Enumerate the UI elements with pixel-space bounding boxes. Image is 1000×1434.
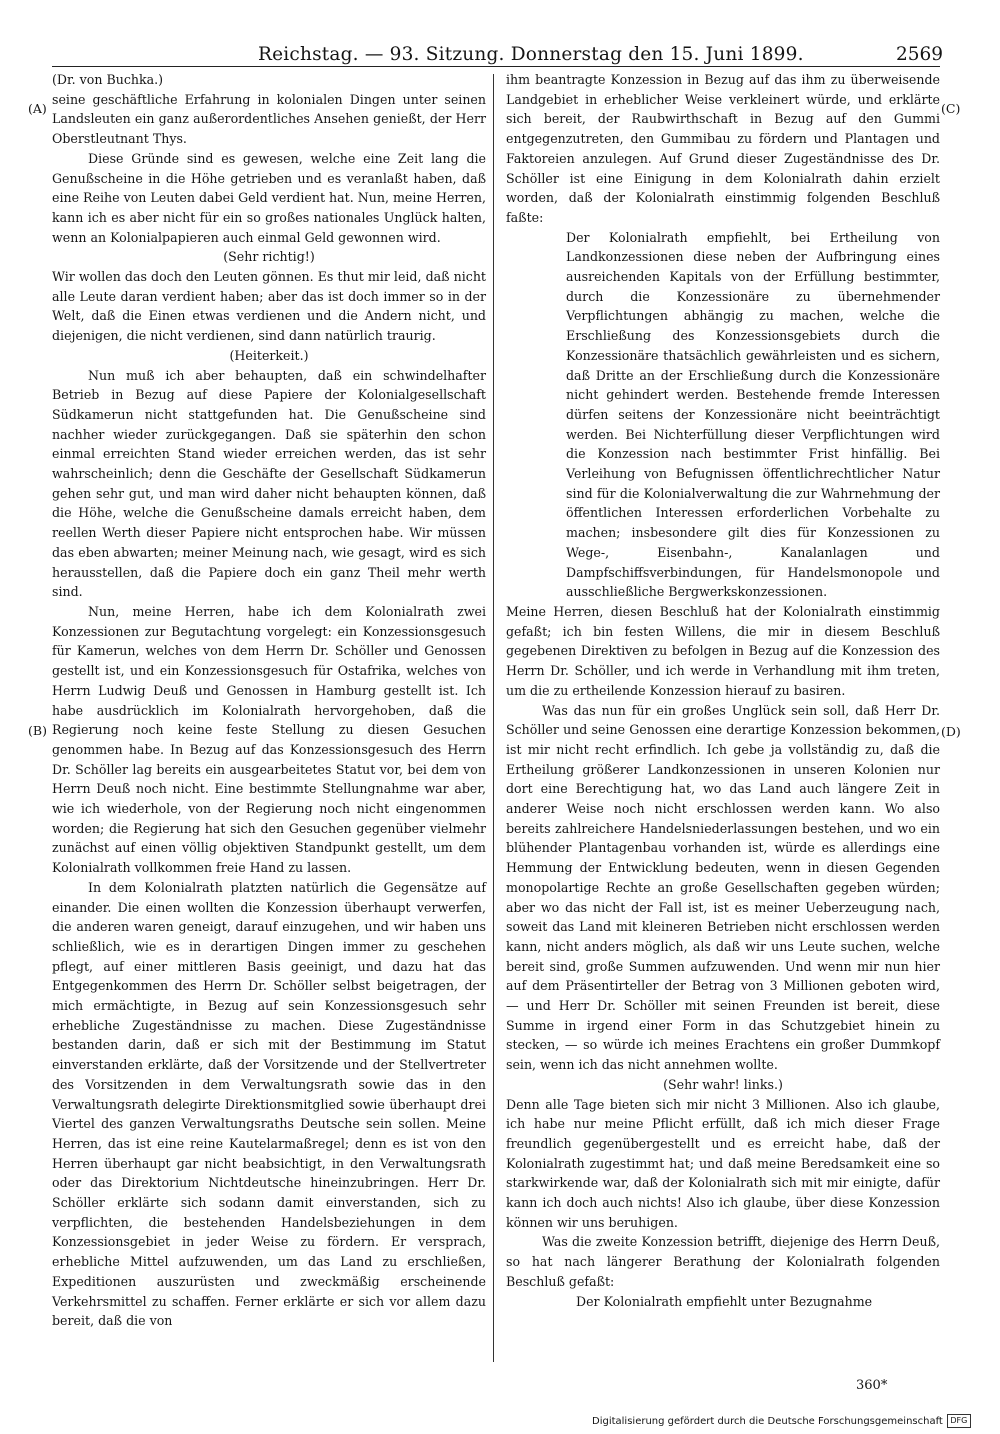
header-rule bbox=[52, 66, 940, 67]
paragraph: (Heiterkeit.) bbox=[229, 347, 309, 363]
paragraph: Was die zweite Konzession betrifft, diejenige des Herrn Deuß, so hat nach längerer Berathung der Kolonialrath folgenden Beschluß gefaßt: bbox=[506, 1234, 940, 1289]
paragraph: Meine Herren, diesen Beschluß hat der Kolonialrath einstimmig gefaßt; ich bin festen Willens, die mir in diesem Beschluß gegebenen Direktiven zu befolgen in Bezug auf die Konzession des Herrn Dr. Schöller, und ich werde in Verhandlung mit ihm treten, um die zu ertheilende Konzession hierauf zu basiren. bbox=[506, 603, 940, 698]
signature-mark: 360* bbox=[856, 1378, 888, 1393]
paragraph: seine geschäftliche Erfahrung in kolonialen Dingen unter seinen Landsleuten ein ganz außerordentliches Ansehen genießt, der Herr Oberstleutnant Thys. bbox=[52, 91, 486, 147]
paragraph: Wir wollen das doch den Leuten gönnen. Es thut mir leid, daß nicht alle Leute daran verdient haben; aber das ist doch immer so in der Welt, daß die Einen etwas verdienen und die Andern nicht, und diejenigen, die nicht verdienen, sind dann natürlich traurig. bbox=[52, 269, 486, 344]
column-divider bbox=[493, 74, 494, 1362]
digitization-credit bbox=[592, 1414, 971, 1428]
margin-marker-d: (D) bbox=[941, 724, 961, 739]
left-column bbox=[52, 70, 486, 1331]
running-title: Reichstag. — 93. Sitzung. Donnerstag den 15. Juni 1899. bbox=[258, 44, 804, 65]
paragraph: (Dr. von Buchka.) bbox=[52, 72, 164, 87]
margin-marker-c: (C) bbox=[941, 101, 961, 116]
paragraph: Denn alle Tage bieten sich mir nicht 3 Millionen. Also ich glaube, ich habe nur meine Pflicht erfüllt, daß ich mich dieser Frage freundlich gegenübergestellt und es erreicht habe, daß der Kolonialrath zugestimmt hat; und daß meine Beredsamkeit eine so starkwirkende war, daß der Kolonialrath sich mit mir einigte, dafür kann ich doch auch nichts! Also ich glaube, über diese Konzession können wir uns beruhigen. bbox=[506, 1096, 940, 1230]
paragraph: (Sehr wahr! links.) bbox=[663, 1076, 783, 1092]
paragraph: Der Kolonialrath empfiehlt, bei Ertheilung von Landkonzessionen diese neben der Aufbringung eines ausreichenden Kapitals von der Erfüllung bestimmter, durch die Konzessionäre zu übernehmender Verpflichtungen abhängig zu machen, welche die Erschließung des Konzessionsgebiets durch die Konzessionäre thatsächlich gewährleisten und es sichern, daß Dritte an der Erschließung durch die Konzessionäre nicht gehindert werden. Bestehende fremde Interessen dürfen seitens der Konzessionäre nicht beeinträchtigt werden. Bei Nichterfüllung dieser Verpflichtungen wird die Konzession nach bestimmter Frist hinfällig. Bei Verleihung von Befugnissen öffentlichrechtlicher Natur sind für die Kolonialverwaltung die zur Wahrnehmung der öffentlichen Interessen erforderlichen Vorbehalte zu machen; insbesondere gilt dies für Konzessionen zu Wege-, Eisenbahn-, Kanalanlagen und Dampfschiffsverbindungen, für Handelsmonopole und ausschließliche Bergwerkskonzessionen. bbox=[566, 229, 940, 600]
margin-marker-a: (A) bbox=[28, 101, 47, 116]
credit-text: Digitalisierung gefördert durch die Deutsche Forschungsgemeinschaft bbox=[592, 1415, 943, 1427]
paragraph: Diese Gründe sind es gewesen, welche eine Zeit lang die Genußscheine in die Höhe getrieben und es veranlaßt haben, daß eine Reihe von Leuten dabei Geld verdient hat. Nun, meine Herren, kann ich es aber nicht für ein so großes nationales Unglück halten, wenn an Kolonialpapieren auch einmal Geld gewonnen wird. bbox=[52, 150, 486, 245]
page-number: 2569 bbox=[896, 44, 944, 65]
paragraph: ihm beantragte Konzession in Bezug auf das ihm zu überweisende Landgebiet in erheblicher Weise verkleinert würde, und erklärte sich bereit, der Raubwirthschaft in Bezug auf den Gummi entgegenzutreten, den Gummibau zu fördern und Plantagen und Faktoreien anzulegen. Auf Grund dieser Zugeständnisse des Dr. Schöller ist eine Einigung in dem Kolonialrath dahin erzielt worden, daß der Kolonialrath einstimmig folgenden Beschluß faßte: bbox=[506, 72, 940, 225]
dfg-logo-icon: DFG bbox=[947, 1414, 971, 1428]
paragraph: Was das nun für ein großes Unglück sein soll, daß Herr Dr. Schöller und seine Genossen eine derartige Konzession bekommen, ist mir nicht recht erfindlich. Ich gebe ja vollständig zu, daß die Ertheilung größerer Landkonzessionen in unseren Kolonien nur dort eine Berechtigung hat, wo das Land auch längere Zeit in anderer Weise noch nicht erschlossen werden kann. Wo also bereits zahlreichere Handelsniederlassungen bestehen, und wo ein blühender Plantagenbau vorhanden ist, würde es allerdings eine Hemmung der Entwicklung bedeuten, wenn in diesen Gegenden monopolartige Rechte an große Gesellschaften gegeben würden; aber wo das nicht der Fall ist, ist es meiner Ueberzeugung nach, soweit das Land mit kleineren Betrieben nicht erschlossen werden kann, nicht anders möglich, als daß wir uns Leute suchen, welche bereit sind, große Summen aufzuwenden. Und wenn mir nun hier auf dem Präsentirteller der Betrag von 3 Millionen geboten wird, — und Herr Dr. Schöller mit seinen Freunden ist bereit, diese Summe in irgend einer Form in das Schutzgebiet hinein zu stecken, — so würde ich meines Erachtens ein großer Dummkopf sein, wenn ich das nicht annehmen wollte. bbox=[506, 702, 940, 1073]
paragraph: Der Kolonialrath empfiehlt unter Bezugnahme bbox=[576, 1293, 873, 1309]
margin-marker-b: (B) bbox=[28, 723, 47, 738]
paragraph: Nun muß ich aber behaupten, daß ein schwindelhafter Betrieb in Bezug auf diese Papiere der Kolonialgesellschaft Südkamerun nicht stattgefunden hat. Die Genußscheine sind nachher wieder zurückgegangen. Daß sie späterhin den schon einmal erreichten Stand wieder erreichen werden, das ist sehr wahrscheinlich; denn die Geschäfte der Gesellschaft Südkamerun gehen sehr gut, und man wird daher nicht behaupten können, daß die Höhe, welche die Genußscheine damals erreicht haben, dem reellen Werth dieser Papiere nicht entsprochen habe. Wir müssen das eben abwarten; meiner Meinung nach, wie gesagt, wird es sich herausstellen, daß die Papiere doch ein ganz Theil mehr werth sind. bbox=[52, 367, 486, 600]
right-column bbox=[506, 70, 940, 1311]
paragraph: In dem Kolonialrath platzten natürlich die Gegensätze auf einander. Die einen wollten die Konzession überhaupt verwerfen, die anderen waren geneigt, darauf einzugehen, und wir haben uns schließlich, wie es in derartigen Dingen immer zu geschehen pflegt, auf einer mittleren Basis geeinigt, und dazu hat das Entgegenkommen des Herrn Dr. Schöller selbst beigetragen, der mich ermächtigte, in Bezug auf sein Konzessionsgesuch sehr erhebliche Zugeständnisse zu machen. Diese Zugeständnisse bestanden darin, daß er sich mit der Bestimmung im Statut einverstanden erklärte, daß der Vorsitzende und der Stellvertreter des Vorsitzenden in dem Verwaltungsrath sowie das in den Verwaltungsrath delegirte Direktionsmitglied sowie überhaupt drei Viertel des ganzen Verwaltungsraths Deutsche sein sollen. Meine Herren, das ist eine reine Kautelarmaßregel; denn es ist von den Herren überhaupt gar nicht beabsichtigt, in den Verwaltungsrath oder das Direktorium Nichtdeutsche hineinzubringen. Herr Dr. Schöller erklärte sich sodann damit einverstanden, sich zu verpflichten, die bestehenden Handelsbeziehungen in dem Konzessionsgebiet in jeder Weise zu fördern. Er versprach, erhebliche Mittel aufzuwenden, um das Land zu erschließen, Expeditionen auszurüsten und zweckmäßig erscheinende Verkehrsmittel zu schaffen. Ferner erklärte er sich vor allem dazu bereit, daß die von bbox=[52, 879, 486, 1329]
paragraph: (Sehr richtig!) bbox=[223, 249, 315, 265]
paragraph: Nun, meine Herren, habe ich dem Kolonialrath zwei Konzessionen zur Begutachtung vorgelegt: ein Konzessionsgesuch für Kamerun, welches von dem Herrn Dr. Schöller und Genossen gestellt ist, und ein Konzessionsgesuch für Ostafrika, welches von Herrn Ludwig Deuß und Genossen in Hamburg gestellt ist. Ich habe ausdrücklich im Kolonialrath hervorgehoben, daß die Regierung noch keine feste Stellung zu diesen Gesuchen genommen habe. In Bezug auf das Konzessionsgesuch des Herrn Dr. Schöller lag bereits ein ausgearbeitetes Statut vor, bei dem von Herrn Deuß noch nicht. Eine bestimmte Stellungnahme war aber, wie ich wiederhole, von der Regierung noch nicht eingenommen worden; die Regierung hat sich den Gesuchen gegenüber vielmehr zunächst auf einen völlig objektiven Standpunkt gestellt, um dem Kolonialrath vollkommen freie Hand zu lassen. bbox=[52, 603, 486, 876]
page-header bbox=[0, 0, 1000, 70]
